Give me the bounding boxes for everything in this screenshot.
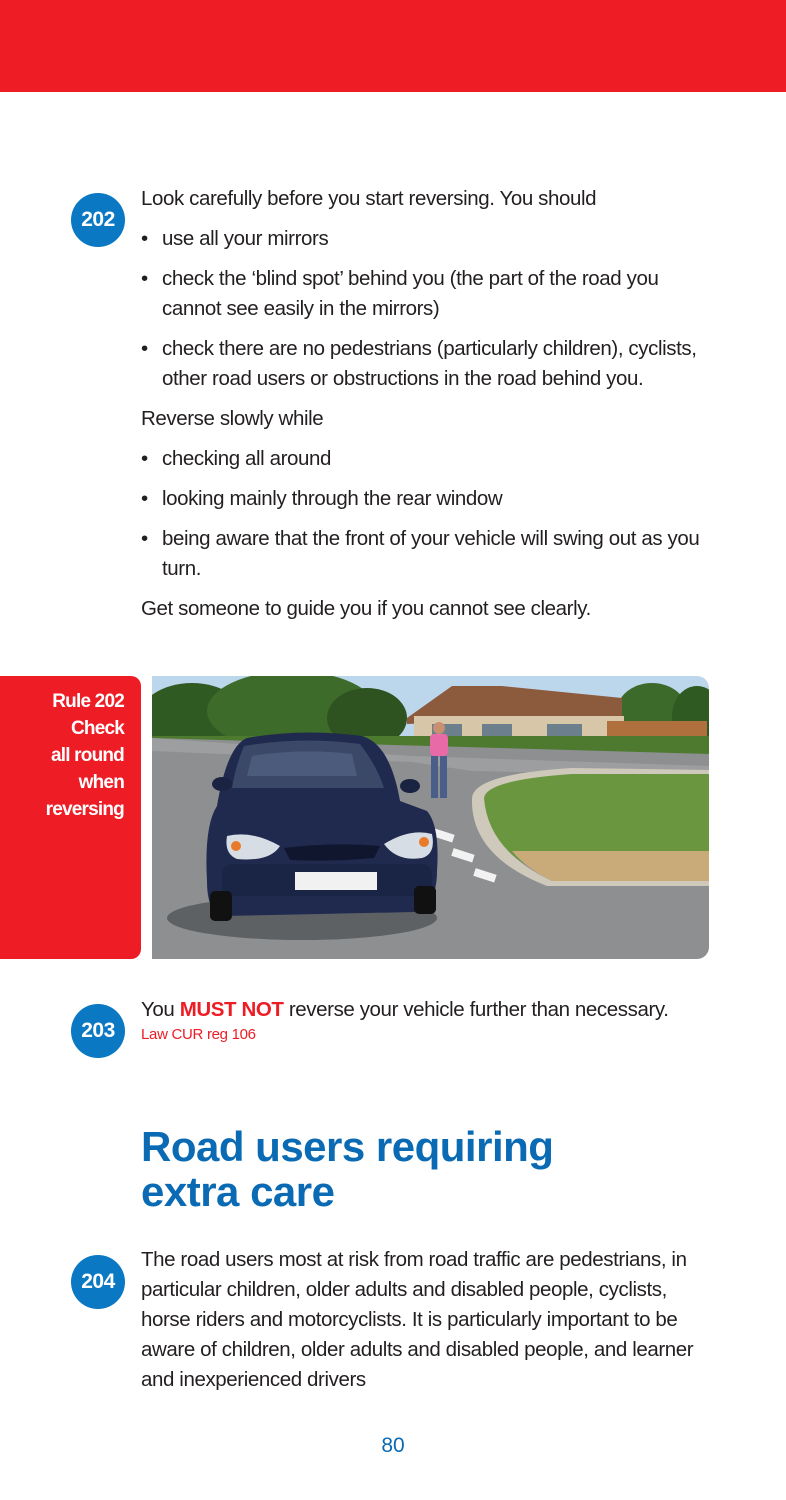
caption-line: Rule 202: [52, 691, 124, 712]
reversing-car-photo: [152, 676, 709, 959]
list-item: • looking mainly through the rear window: [141, 484, 721, 514]
list-item: • being aware that the front of your vehicle will swing out as you turn.: [141, 524, 721, 584]
heading-line: extra care: [141, 1168, 335, 1215]
rule-203-text: [141, 995, 741, 1045]
rule-202-closing: Get someone to guide you if you cannot see clearly.: [141, 597, 591, 620]
rule-204-text: [141, 1245, 716, 1395]
rule-number-badge: 203: [71, 1004, 125, 1058]
section-heading: [141, 1124, 553, 1214]
list-item: • check there are no pedestrians (particularly children), cyclists, other road users or obstructions in the road behind you.: [141, 334, 721, 394]
photo-caption-box: [0, 676, 141, 959]
list-item: • check the ‘blind spot’ behind you (the part of the road you cannot see easily in the mirrors): [141, 264, 721, 324]
mirror-check-list: [141, 224, 721, 394]
reverse-list: [141, 444, 721, 584]
law-reference: Law CUR reg 106: [141, 1026, 256, 1043]
rule-number-badge: 202: [71, 193, 125, 247]
caption-line: Check: [70, 718, 124, 739]
rule-203-statement: [141, 995, 741, 1025]
statement-text: You: [141, 998, 180, 1021]
caption-line: all round: [50, 745, 124, 766]
list-item: • checking all around: [141, 444, 721, 474]
rule-202-intro: Look carefully before you start reversing. You should: [141, 187, 597, 210]
photo-caption: [4, 688, 124, 823]
reverse-intro: Reverse slowly while: [141, 407, 324, 430]
rule-202-text: [141, 184, 721, 634]
page-number: 80: [381, 1434, 405, 1457]
rule-number-badge: 204: [71, 1255, 125, 1309]
heading-line: Road users requiring: [141, 1123, 554, 1170]
list-item: • use all your mirrors: [141, 224, 721, 254]
caption-line: when: [78, 772, 124, 793]
caption-line: reversing: [45, 799, 124, 820]
statement-text: reverse your vehicle further than necessary.: [283, 998, 669, 1021]
must-not-emphasis: MUST NOT: [179, 998, 284, 1021]
top-color-band: [0, 0, 786, 92]
rule-204-paragraph: The road users most at risk from road traffic are pedestrians, in particular children, older adults and disabled people, cyclists, horse riders and motorcyclists. It is particularly important to be aware of children, older adults and disabled people, and learner and inexperienced drivers: [141, 1248, 694, 1391]
